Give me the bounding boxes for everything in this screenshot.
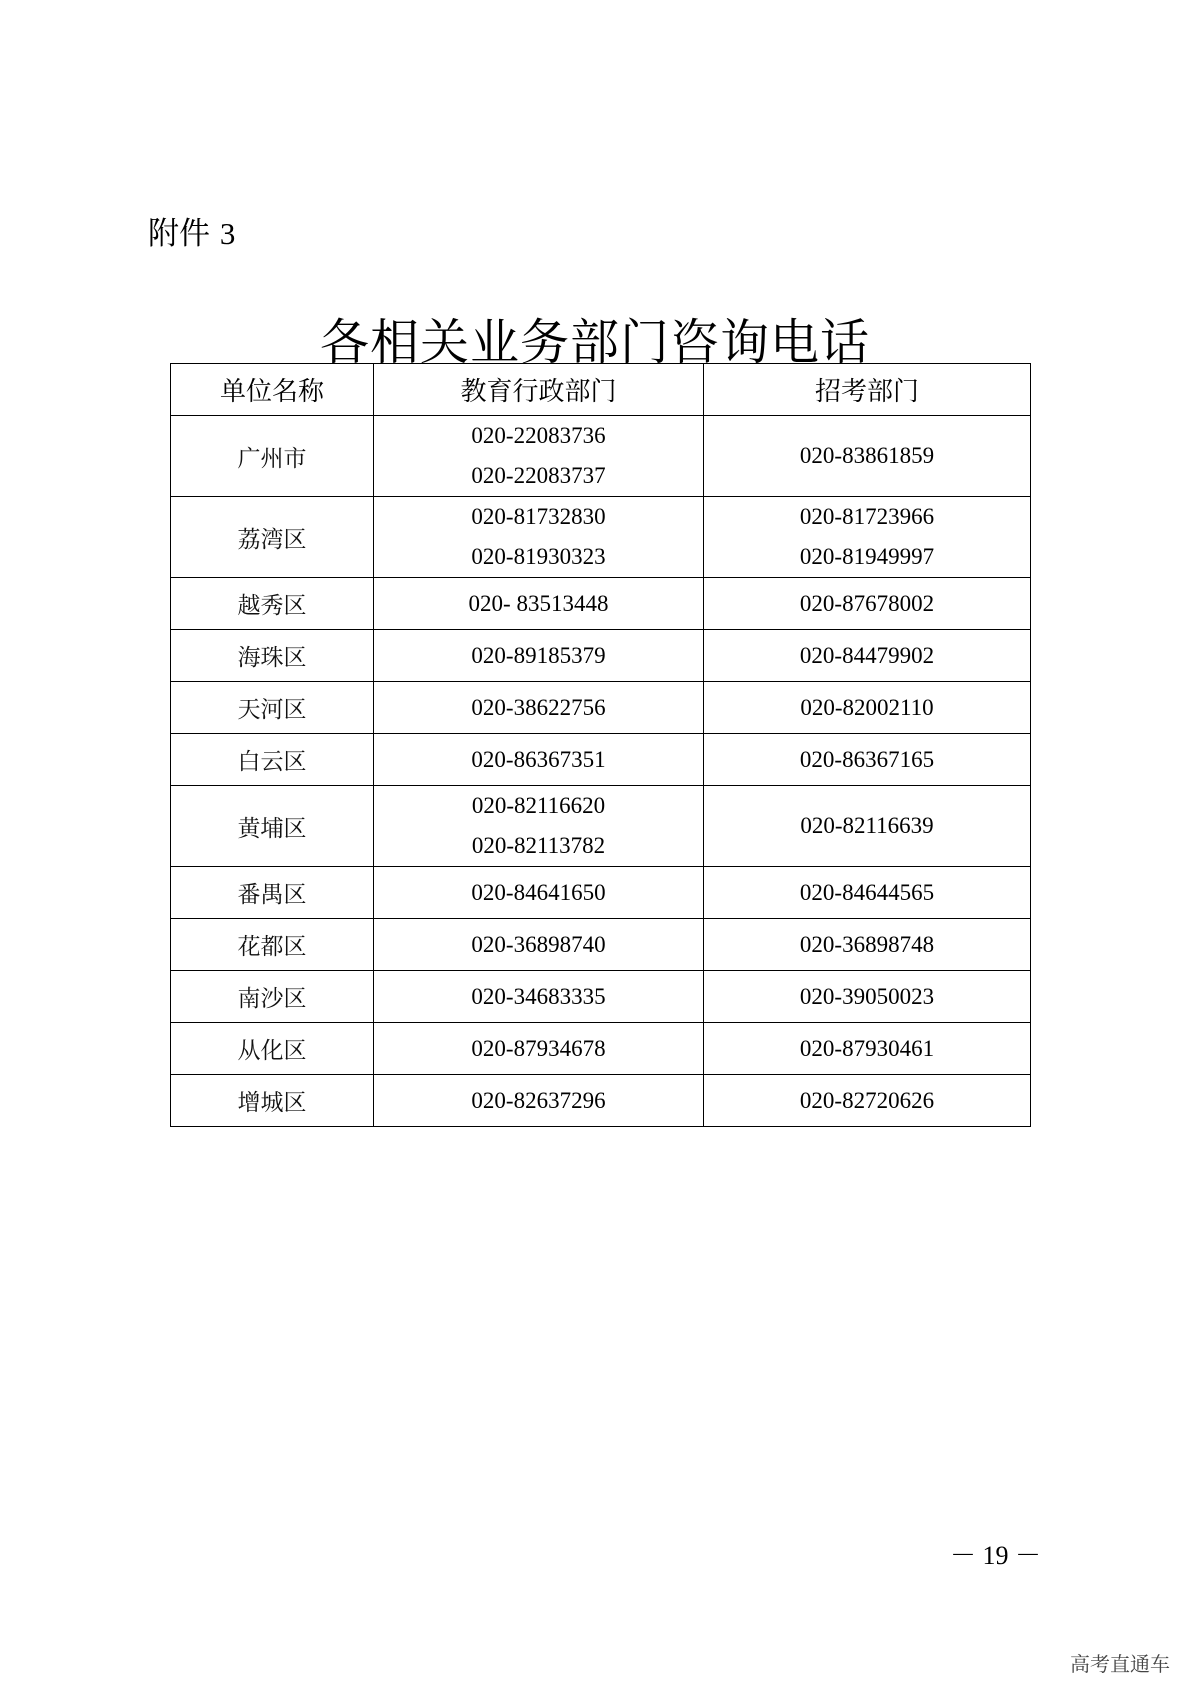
- exam-dept-phone-cell: [704, 919, 1031, 971]
- edu-dept-phone-cell: [374, 497, 704, 578]
- edu-dept-phone-cell: [374, 919, 704, 971]
- unit-name-cell: 黄埔区: [171, 786, 374, 867]
- edu-dept-phone-cell: [374, 578, 704, 630]
- exam-dept-phone-cell: [704, 786, 1031, 867]
- page-number: － 19 －: [950, 1541, 1042, 1570]
- edu-dept-phone-cell: [374, 1075, 704, 1127]
- exam-dept-phone: 020-82002110: [800, 694, 934, 720]
- edu-dept-phone: 020-89185379: [471, 642, 606, 668]
- edu-dept-phone-cell: [374, 867, 704, 919]
- edu-dept-phone-cell: [374, 786, 704, 867]
- edu-dept-phone: 020-34683335: [471, 983, 606, 1009]
- edu-dept-phone: 020-84641650: [471, 879, 606, 905]
- edu-dept-phone: 020-82113782: [471, 833, 606, 858]
- unit-name-cell: 越秀区: [171, 578, 374, 630]
- exam-dept-phone: 020-36898748: [799, 931, 935, 957]
- unit-name-cell: 花都区: [171, 919, 374, 971]
- header-edu-dept: 教育行政部门: [374, 364, 704, 416]
- unit-name-cell: 天河区: [171, 682, 374, 734]
- table-row: [171, 867, 1031, 919]
- unit-name-cell: 海珠区: [171, 630, 374, 682]
- unit-name-cell: 从化区: [171, 1023, 374, 1075]
- watermark: 高考直通车: [1070, 1652, 1170, 1676]
- table-row: [171, 416, 1031, 497]
- edu-dept-phone: 020-81732830: [471, 504, 606, 529]
- edu-dept-phone: 020-38622756: [471, 694, 606, 720]
- edu-dept-phone: 020-86367351: [471, 746, 606, 772]
- edu-dept-phone: 020-36898740: [471, 931, 606, 957]
- exam-dept-phone-cell: [704, 630, 1031, 682]
- exam-dept-phone-cell: [704, 1023, 1031, 1075]
- attachment-label: [148, 208, 235, 253]
- table-body: [171, 416, 1031, 1127]
- edu-dept-phone-cell: [374, 971, 704, 1023]
- edu-dept-phone: 020-87934678: [471, 1035, 606, 1061]
- edu-dept-phone: 020-22083736: [471, 423, 606, 448]
- unit-name-cell: 增城区: [171, 1075, 374, 1127]
- edu-dept-phone: 020-82637296: [471, 1087, 606, 1113]
- table-row: [171, 630, 1031, 682]
- edu-dept-phone: 020-22083737: [471, 463, 606, 488]
- unit-name-cell: 白云区: [171, 734, 374, 786]
- header-exam-dept: 招考部门: [704, 364, 1031, 416]
- exam-dept-phone-cell: [704, 682, 1031, 734]
- table-row: [171, 734, 1031, 786]
- exam-dept-phone-cell: [704, 416, 1031, 497]
- edu-dept-phone-cell: [374, 734, 704, 786]
- exam-dept-phone: 020-87678002: [799, 590, 935, 616]
- contact-table: [170, 363, 1031, 1127]
- exam-dept-phone: 020-84479902: [799, 642, 935, 668]
- exam-dept-phone: 020-82720626: [799, 1087, 935, 1113]
- table-header-row: [171, 364, 1031, 416]
- attachment-text: 附件: [148, 216, 210, 252]
- exam-dept-phone: 020-84644565: [799, 879, 935, 905]
- table-row: [171, 971, 1031, 1023]
- page-title: 各相关业务部门咨询电话: [319, 314, 870, 371]
- edu-dept-phone-cell: [374, 630, 704, 682]
- edu-dept-phone-cell: [374, 1023, 704, 1075]
- header-unit: 单位名称: [171, 364, 374, 416]
- attachment-number: 3: [219, 216, 236, 251]
- edu-dept-phone-cell: [374, 682, 704, 734]
- exam-dept-phone: 020-39050023: [799, 983, 935, 1009]
- exam-dept-phone-cell: [704, 497, 1031, 578]
- table-row: [171, 497, 1031, 578]
- edu-dept-phone: 020- 83513448: [468, 590, 609, 616]
- exam-dept-phone-cell: [704, 578, 1031, 630]
- unit-name-cell: 广州市: [171, 416, 374, 497]
- exam-dept-phone: 020-81949997: [799, 544, 935, 569]
- unit-name-cell: 番禺区: [171, 867, 374, 919]
- edu-dept-phone: 020-81930323: [471, 544, 606, 569]
- exam-dept-phone: 020-86367165: [799, 746, 935, 772]
- table-row: [171, 786, 1031, 867]
- exam-dept-phone-cell: [704, 867, 1031, 919]
- edu-dept-phone-cell: [374, 416, 704, 497]
- unit-name-cell: 南沙区: [171, 971, 374, 1023]
- exam-dept-phone: 020-81723966: [799, 504, 935, 529]
- unit-name-cell: 荔湾区: [171, 497, 374, 578]
- table-row: [171, 1023, 1031, 1075]
- edu-dept-phone: 020-82116620: [471, 793, 606, 818]
- exam-dept-phone-cell: [704, 1075, 1031, 1127]
- table-row: [171, 682, 1031, 734]
- exam-dept-phone: 020-82116639: [800, 813, 934, 838]
- exam-dept-phone: 020-87930461: [799, 1035, 935, 1061]
- table-row: [171, 1075, 1031, 1127]
- exam-dept-phone-cell: [704, 971, 1031, 1023]
- table-row: [171, 578, 1031, 630]
- exam-dept-phone: 020-83861859: [799, 443, 935, 468]
- exam-dept-phone-cell: [704, 734, 1031, 786]
- table-row: [171, 919, 1031, 971]
